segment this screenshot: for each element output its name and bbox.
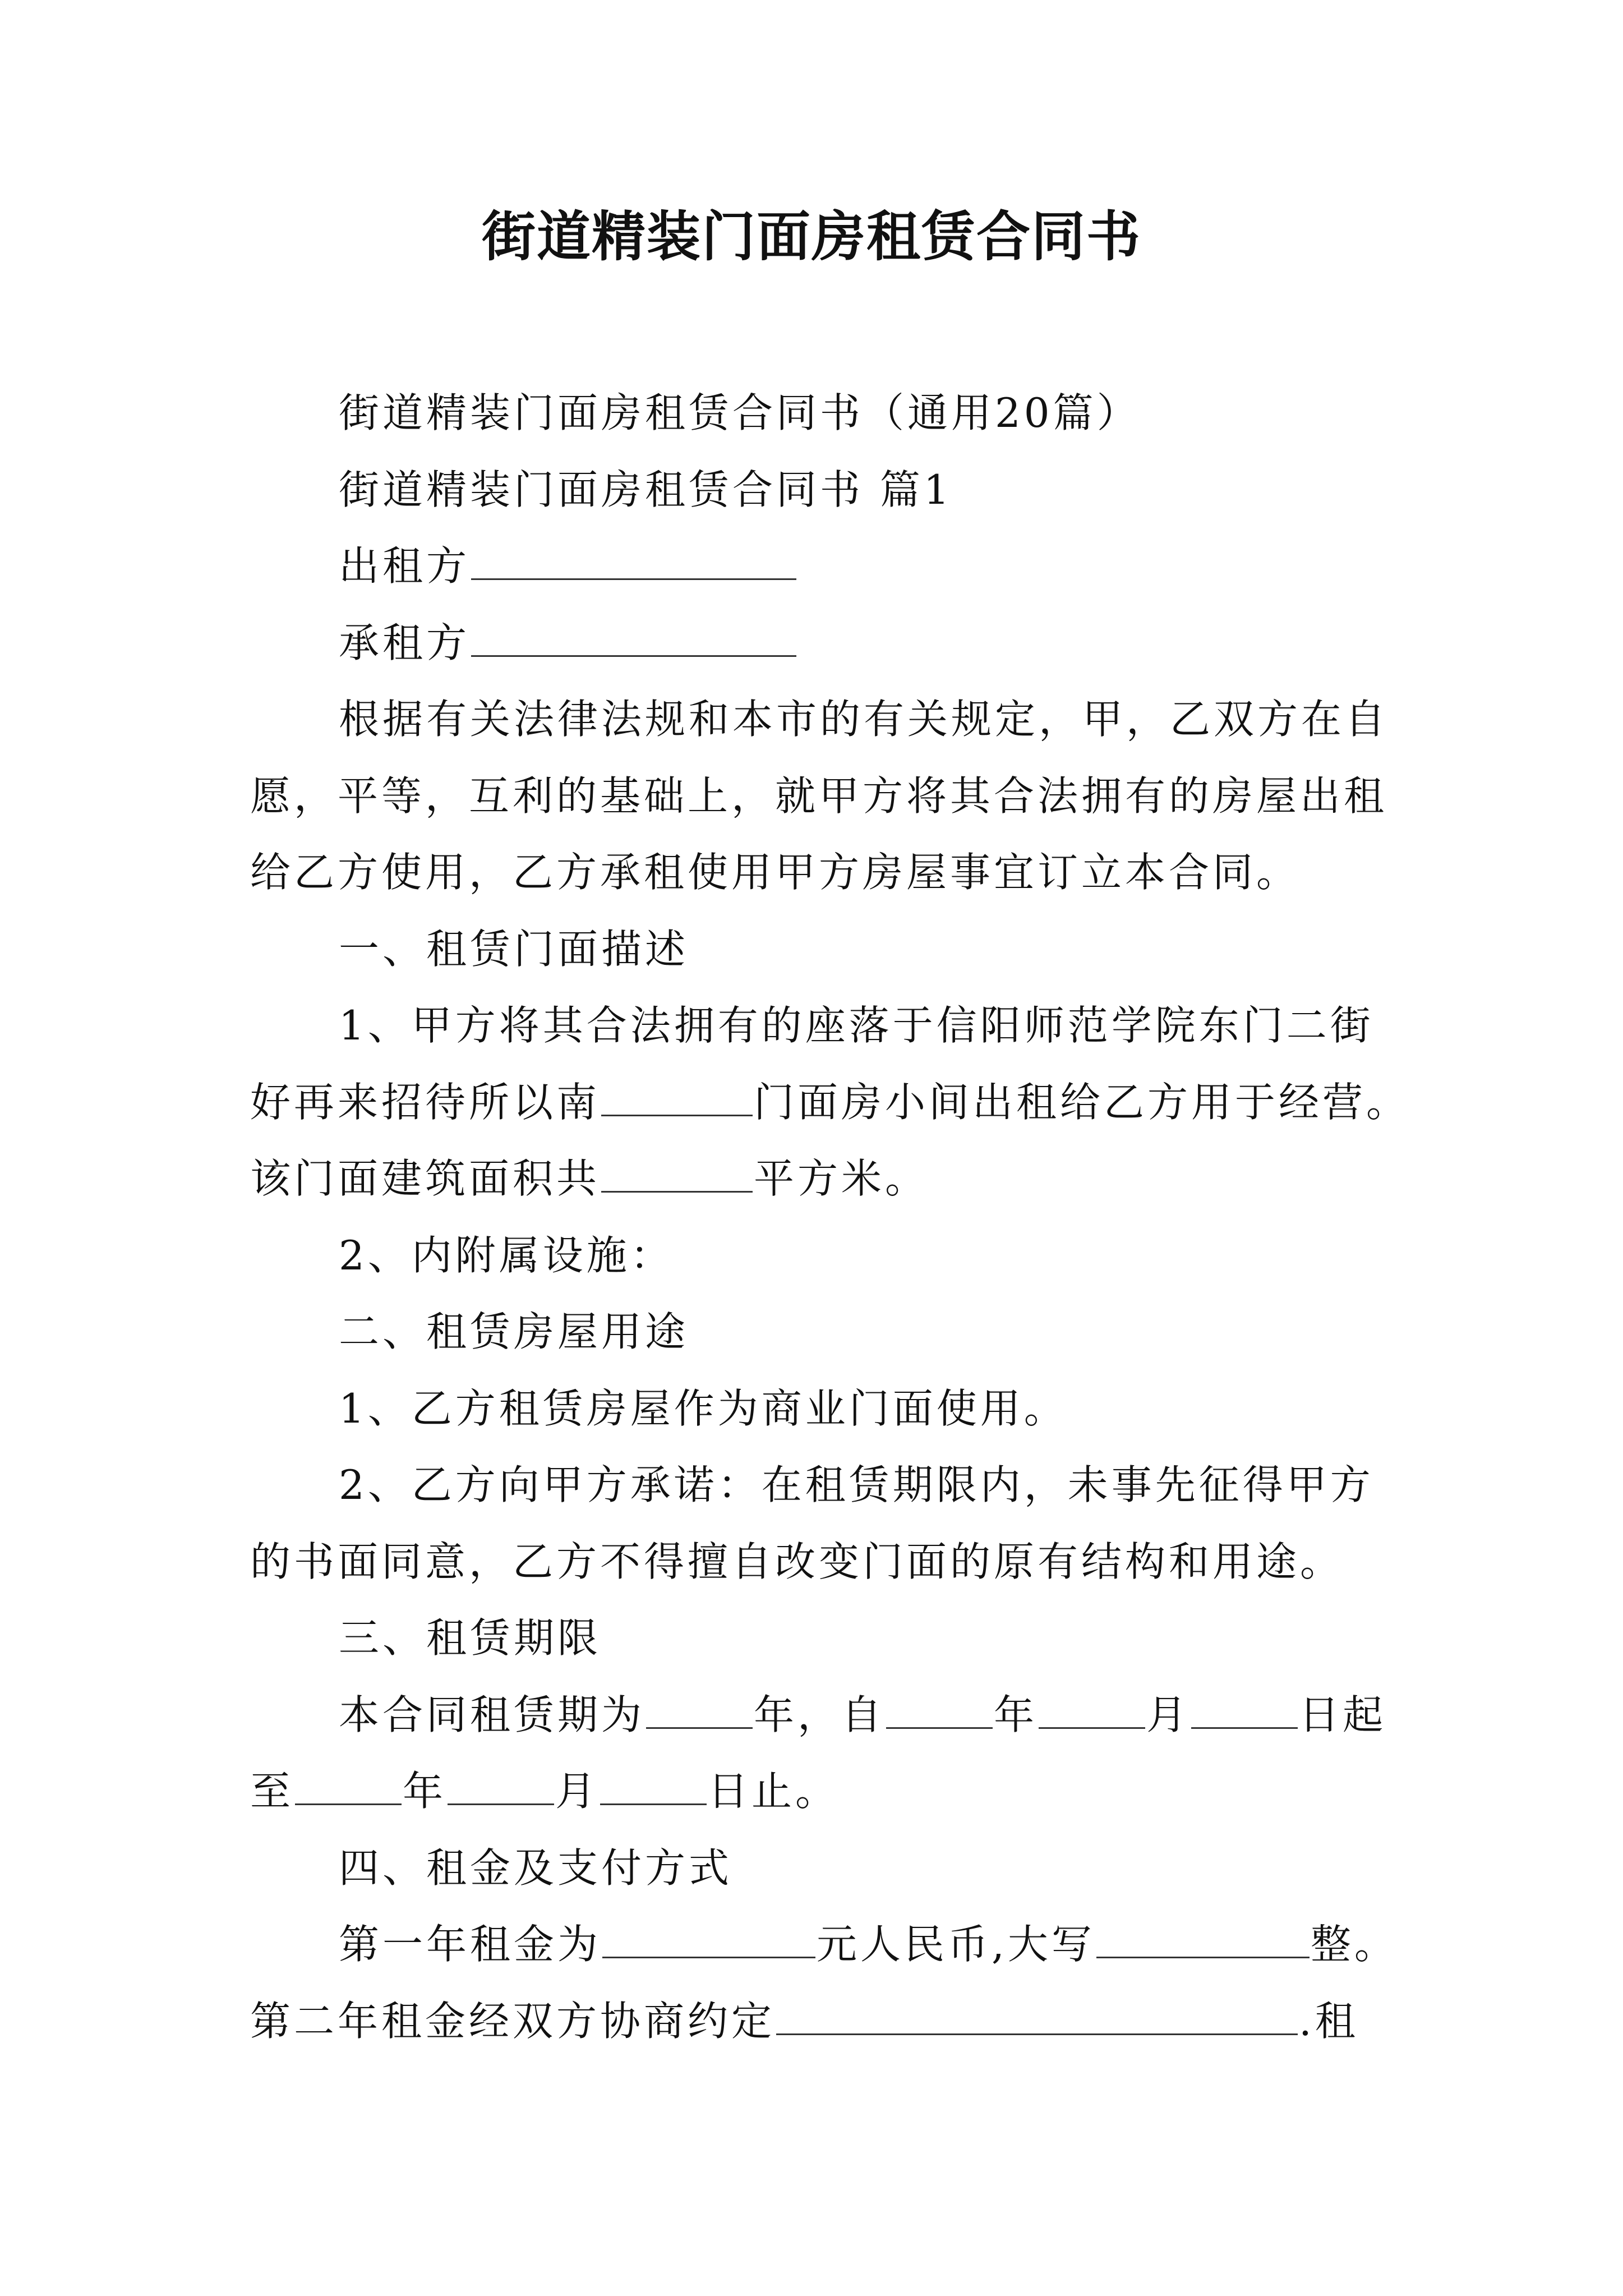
section-1-item-2: 2、内附属设施： xyxy=(339,1231,674,1279)
section-3-line-a xyxy=(250,1677,1400,1754)
lessor-label: 出租方 xyxy=(339,542,471,590)
shop-location-blank xyxy=(601,1081,753,1116)
text-segment: 至 xyxy=(250,1768,294,1815)
lessor-blank xyxy=(471,545,796,580)
text-segment: 本合同租赁期为 xyxy=(339,1691,645,1738)
text-segment: 年 xyxy=(994,1691,1038,1738)
text-segment: 整。 xyxy=(1310,1921,1398,1968)
document-title: 街道精装门面房租赁合同书 xyxy=(482,205,1141,268)
section-1-item-1-line-c xyxy=(250,1140,1400,1217)
section-2-item-2-line-a: 2、乙方向甲方承诺：在租赁期限内，未事先征得甲方 xyxy=(339,1461,1374,1508)
section-3-title: 三、租赁期限 xyxy=(339,1614,602,1662)
lessee-blank xyxy=(471,622,796,657)
intro-line-3: 给乙方使用，乙方承租使用甲方房屋事宜订立本合同。 xyxy=(250,849,1301,896)
text-segment: 月 xyxy=(555,1768,600,1815)
document-body xyxy=(250,375,1410,2059)
intro-line-1: 根据有关法律法规和本市的有关规定，甲，乙双方在自 xyxy=(339,696,1389,743)
section-2-item-1: 1、乙方租赁房屋作为商业门面使用。 xyxy=(339,1384,1068,1432)
part-line: 街道精装门面房租赁合同书 篇1 xyxy=(339,466,953,513)
section-1-title: 一、租赁门面描述 xyxy=(339,925,689,973)
start-year-blank xyxy=(886,1694,993,1729)
section-2-title: 二、租赁房屋用途 xyxy=(339,1308,689,1355)
rent-in-words-blank xyxy=(1096,1923,1310,1958)
section-1-item-1-line-a: 1、甲方将其合法拥有的座落于信阳师范学院东门二街 xyxy=(339,1002,1374,1049)
text-segment: 元人民币,大写 xyxy=(817,1921,1095,1968)
text-segment: 年 xyxy=(403,1768,447,1815)
term-years-blank xyxy=(646,1694,753,1729)
end-month-blank xyxy=(448,1770,554,1805)
lessee-label: 承租方 xyxy=(339,619,471,666)
section-1-item-1-line-b xyxy=(250,1064,1410,1141)
text-segment: 好再来招待所以南 xyxy=(250,1078,601,1126)
section-4-line-a xyxy=(250,1906,1400,1983)
end-year-blank xyxy=(295,1770,402,1805)
area-blank xyxy=(601,1157,753,1193)
lessee-line xyxy=(250,605,1400,682)
start-month-blank xyxy=(1039,1694,1145,1729)
text-segment: .租 xyxy=(1299,1997,1359,2045)
text-segment: 门面房小间出租给乙方用于经营。 xyxy=(754,1078,1410,1126)
section-3-line-b xyxy=(250,1753,1400,1830)
intro-line-2: 愿，平等，互利的基础上，就甲方将其合法拥有的房屋出租 xyxy=(250,772,1388,820)
text-segment: 日止。 xyxy=(708,1768,840,1815)
text-segment: 第二年租金经双方协商约定 xyxy=(250,1997,776,2045)
section-4-line-b xyxy=(250,1983,1400,2060)
text-segment: 月 xyxy=(1146,1691,1191,1738)
lessor-line xyxy=(250,528,1400,605)
second-year-rent-blank xyxy=(776,2000,1298,2035)
heading-line: 街道精装门面房租赁合同书（通用20篇） xyxy=(339,389,1141,436)
text-segment: 日起 xyxy=(1299,1691,1387,1738)
text-segment: 该门面建筑面积共 xyxy=(250,1155,601,1202)
start-day-blank xyxy=(1191,1694,1298,1729)
first-year-rent-blank xyxy=(602,1923,815,1958)
text-segment: 平方米。 xyxy=(754,1155,929,1202)
text-segment: 年，自 xyxy=(754,1691,886,1738)
end-day-blank xyxy=(600,1770,707,1805)
text-segment: 第一年租金为 xyxy=(339,1921,602,1968)
section-4-title: 四、租金及支付方式 xyxy=(339,1844,733,1892)
section-2-item-2-line-b: 的书面同意，乙方不得擅自改变门面的原有结构和用途。 xyxy=(250,1538,1344,1585)
